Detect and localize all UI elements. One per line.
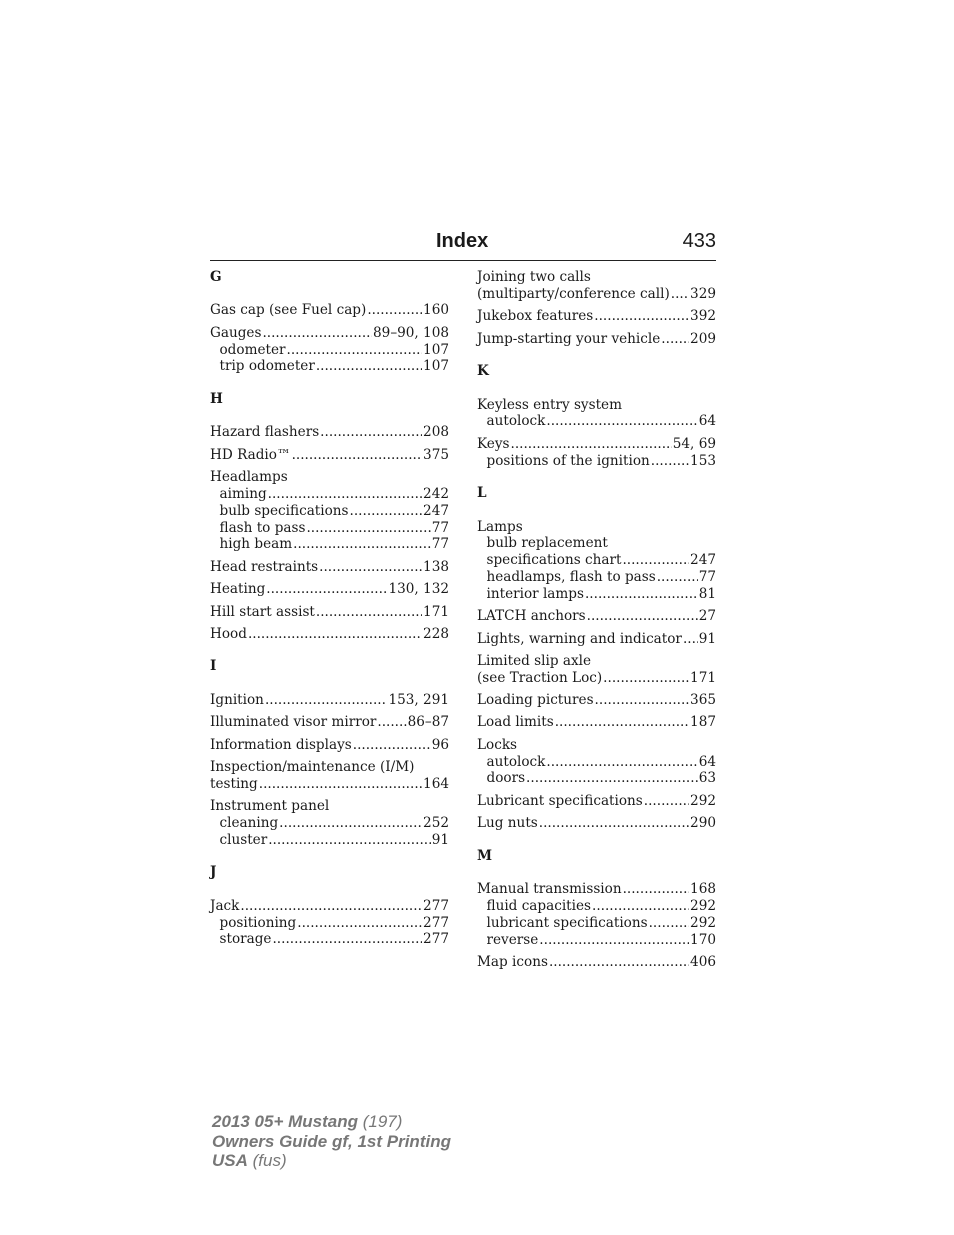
subentry-page: 77 [431, 536, 449, 553]
subentry-page: 107 [423, 358, 449, 375]
subentry-term: trip odometer [219, 358, 315, 375]
footer-line [212, 1132, 451, 1152]
subentry-page: 77 [698, 568, 716, 585]
entry-page: 138 [423, 558, 449, 575]
index-entry [210, 737, 449, 754]
index-entry [210, 581, 449, 598]
entry-page: 209 [690, 330, 716, 347]
subentry-page: 247 [423, 502, 449, 519]
index-entry [210, 325, 449, 375]
entry-term: Lights, warning and indicator [477, 630, 682, 647]
entry-term: Load limits [477, 714, 554, 731]
subentry-term: fluid capacities [486, 898, 592, 915]
index-entry [477, 269, 716, 303]
entry-page: 164 [423, 775, 449, 792]
entry-term: Joining two calls [477, 269, 591, 285]
subentry-page: 77 [431, 519, 449, 536]
subentry-term: odometer [219, 341, 286, 358]
index-entry [210, 559, 449, 576]
entry-term: Inspection/maintenance (I/M) [210, 759, 415, 776]
entry-term: Hill start assist [210, 603, 315, 620]
index-entry [477, 308, 716, 325]
index-entry [210, 604, 449, 621]
subentry-page: 170 [690, 931, 716, 948]
subentry-term: interior lamps [486, 585, 584, 602]
footer-code: (197) [358, 1112, 403, 1131]
subentry-term: positions of the ignition [486, 452, 650, 469]
subentry-term: reverse [486, 931, 539, 948]
entry-term: Jukebox features [477, 308, 594, 325]
subentry-term: doors [486, 770, 526, 787]
section-letter-g: G [210, 269, 222, 285]
entry-term: Keyless entry system [477, 396, 622, 413]
entry-page: 171 [690, 669, 716, 686]
entry-page: 91 [698, 630, 716, 647]
footer-line [212, 1112, 451, 1132]
index-entry [210, 759, 449, 793]
index-entry [477, 608, 716, 625]
entry-term: Manual transmission [477, 881, 622, 898]
entry-term: Instrument panel [210, 798, 330, 815]
index-entry [477, 631, 716, 648]
index-entry [477, 881, 716, 948]
entry-term: Map icons [477, 954, 548, 970]
page-number: 433 [682, 230, 716, 252]
footer-edition: Owners Guide gf, 1st Printing [212, 1131, 451, 1151]
subentry-page: 247 [690, 552, 716, 569]
entry-term: Lug nuts [477, 815, 538, 832]
subentry-page: 252 [423, 815, 449, 832]
print-footer [212, 1112, 451, 1171]
entry-page: 171 [423, 603, 449, 620]
entry-term: Loading pictures [477, 692, 594, 709]
subentry-term: bulb replacement [486, 535, 608, 552]
subentry-page: 64 [698, 413, 716, 430]
entry-page: 27 [698, 608, 716, 625]
entry-page: 375 [423, 446, 449, 463]
footer-line [212, 1151, 451, 1171]
index-entry [477, 436, 716, 470]
entry-page: 89–90, 108 [373, 324, 449, 341]
index-entry [477, 519, 716, 603]
index-entry [477, 692, 716, 709]
entry-term: Gauges [210, 324, 262, 341]
subentry-page: 81 [698, 585, 716, 602]
entry-page: 329 [690, 285, 716, 302]
subentry-page: 153 [690, 452, 716, 469]
entry-term: Ignition [210, 691, 264, 708]
page-header [210, 229, 716, 261]
index-entry [477, 331, 716, 348]
subentry-page: 277 [423, 931, 449, 948]
subentry-term: lubricant specifications [486, 914, 648, 931]
index-entry [477, 737, 716, 787]
entry-term: Lamps [477, 518, 523, 535]
entry-page: 290 [690, 815, 716, 832]
entry-term: Information displays [210, 736, 352, 753]
entry-term: LATCH anchors [477, 608, 586, 625]
index-entry [210, 302, 449, 319]
index-entry [210, 692, 449, 709]
section-letter-j: J [210, 864, 217, 881]
entry-page: 406 [690, 954, 716, 970]
index-entry [477, 714, 716, 731]
subentry-page: 91 [431, 831, 449, 848]
entry-term: Keys [477, 435, 510, 452]
entry-term: Lubricant specifications [477, 792, 643, 809]
section-letter-i: I [210, 658, 217, 675]
entry-page: 228 [423, 625, 449, 642]
entry-term: Gas cap (see Fuel cap) [210, 302, 367, 319]
subentry-page: 277 [423, 914, 449, 931]
entry-page: 365 [690, 692, 716, 709]
section-letter-h: H [210, 390, 223, 407]
subentry-term: high beam [219, 536, 293, 553]
section-letter-k: K [477, 363, 489, 380]
index-entry [210, 469, 449, 553]
index-column-left [210, 269, 449, 954]
section-letter-l: L [477, 485, 487, 502]
subentry-term: cluster [219, 831, 268, 848]
index-entry [210, 626, 449, 643]
index-entry [210, 798, 449, 848]
entry-page: 277 [423, 897, 449, 914]
subentry-term: flash to pass [219, 519, 306, 536]
entry-page: 153, 291 [388, 691, 449, 708]
subentry-page: 107 [423, 341, 449, 358]
subentry-term: cleaning [219, 815, 279, 832]
subentry-term: autolock [486, 413, 546, 430]
footer-market-code: (fus) [247, 1151, 287, 1170]
subentry-term-continued: specifications chart [486, 552, 622, 569]
entry-term: Illuminated visor mirror [210, 714, 377, 731]
entry-term-continued: (multiparty/conference call) [477, 285, 670, 302]
entry-page: 292 [690, 792, 716, 809]
subentry-page: 292 [690, 898, 716, 915]
entry-term: HD Radio™ [210, 446, 291, 463]
entry-page: 54, 69 [672, 435, 716, 452]
index-column-right [477, 269, 716, 976]
subentry-page: 64 [698, 753, 716, 770]
entry-term: Hood [210, 625, 247, 642]
subentry-term: bulb specifications [219, 502, 349, 519]
entry-page: 96 [431, 736, 449, 753]
entry-page: 392 [690, 308, 716, 325]
entry-term-continued: (see Traction Loc) [477, 669, 603, 686]
entry-term: Jump-starting your vehicle [477, 330, 661, 347]
footer-market: USA [212, 1151, 248, 1170]
footer-model: 2013 05+ Mustang [212, 1112, 358, 1131]
entry-term: Heating [210, 581, 266, 598]
entry-term: Headlamps [210, 469, 288, 486]
entry-term: Limited slip axle [477, 652, 592, 669]
subentry-term: positioning [219, 914, 297, 931]
subentry-term: storage [219, 931, 272, 948]
entry-term: Head restraints [210, 558, 319, 575]
entry-page: 160 [423, 302, 449, 319]
subentry-page: 292 [690, 914, 716, 931]
entry-term: Jack [210, 897, 240, 914]
page-title: Index [436, 230, 489, 252]
subentry-page: 242 [423, 485, 449, 502]
index-entry [477, 793, 716, 810]
entry-term: Locks [477, 736, 518, 753]
subentry-term: aiming [219, 485, 267, 502]
entry-term: Hazard flashers [210, 424, 320, 441]
subentry-page: 63 [698, 770, 716, 787]
index-entry [210, 898, 449, 948]
index-entry [210, 424, 449, 441]
index-entry [210, 447, 449, 464]
subentry-term: headlamps, flash to pass [486, 568, 656, 585]
index-entry [477, 397, 716, 431]
entry-page: 130, 132 [388, 581, 449, 598]
index-entry [477, 653, 716, 687]
index-entry [210, 714, 449, 731]
index-entry [477, 815, 716, 832]
entry-page: 187 [690, 714, 716, 731]
entry-page: 86–87 [407, 714, 449, 731]
index-entry [477, 954, 716, 971]
entry-term-continued: testing [210, 775, 258, 792]
subentry-term: autolock [486, 753, 546, 770]
entry-page: 168 [690, 881, 716, 898]
section-letter-m: M [477, 847, 493, 864]
entry-page: 208 [423, 424, 449, 441]
